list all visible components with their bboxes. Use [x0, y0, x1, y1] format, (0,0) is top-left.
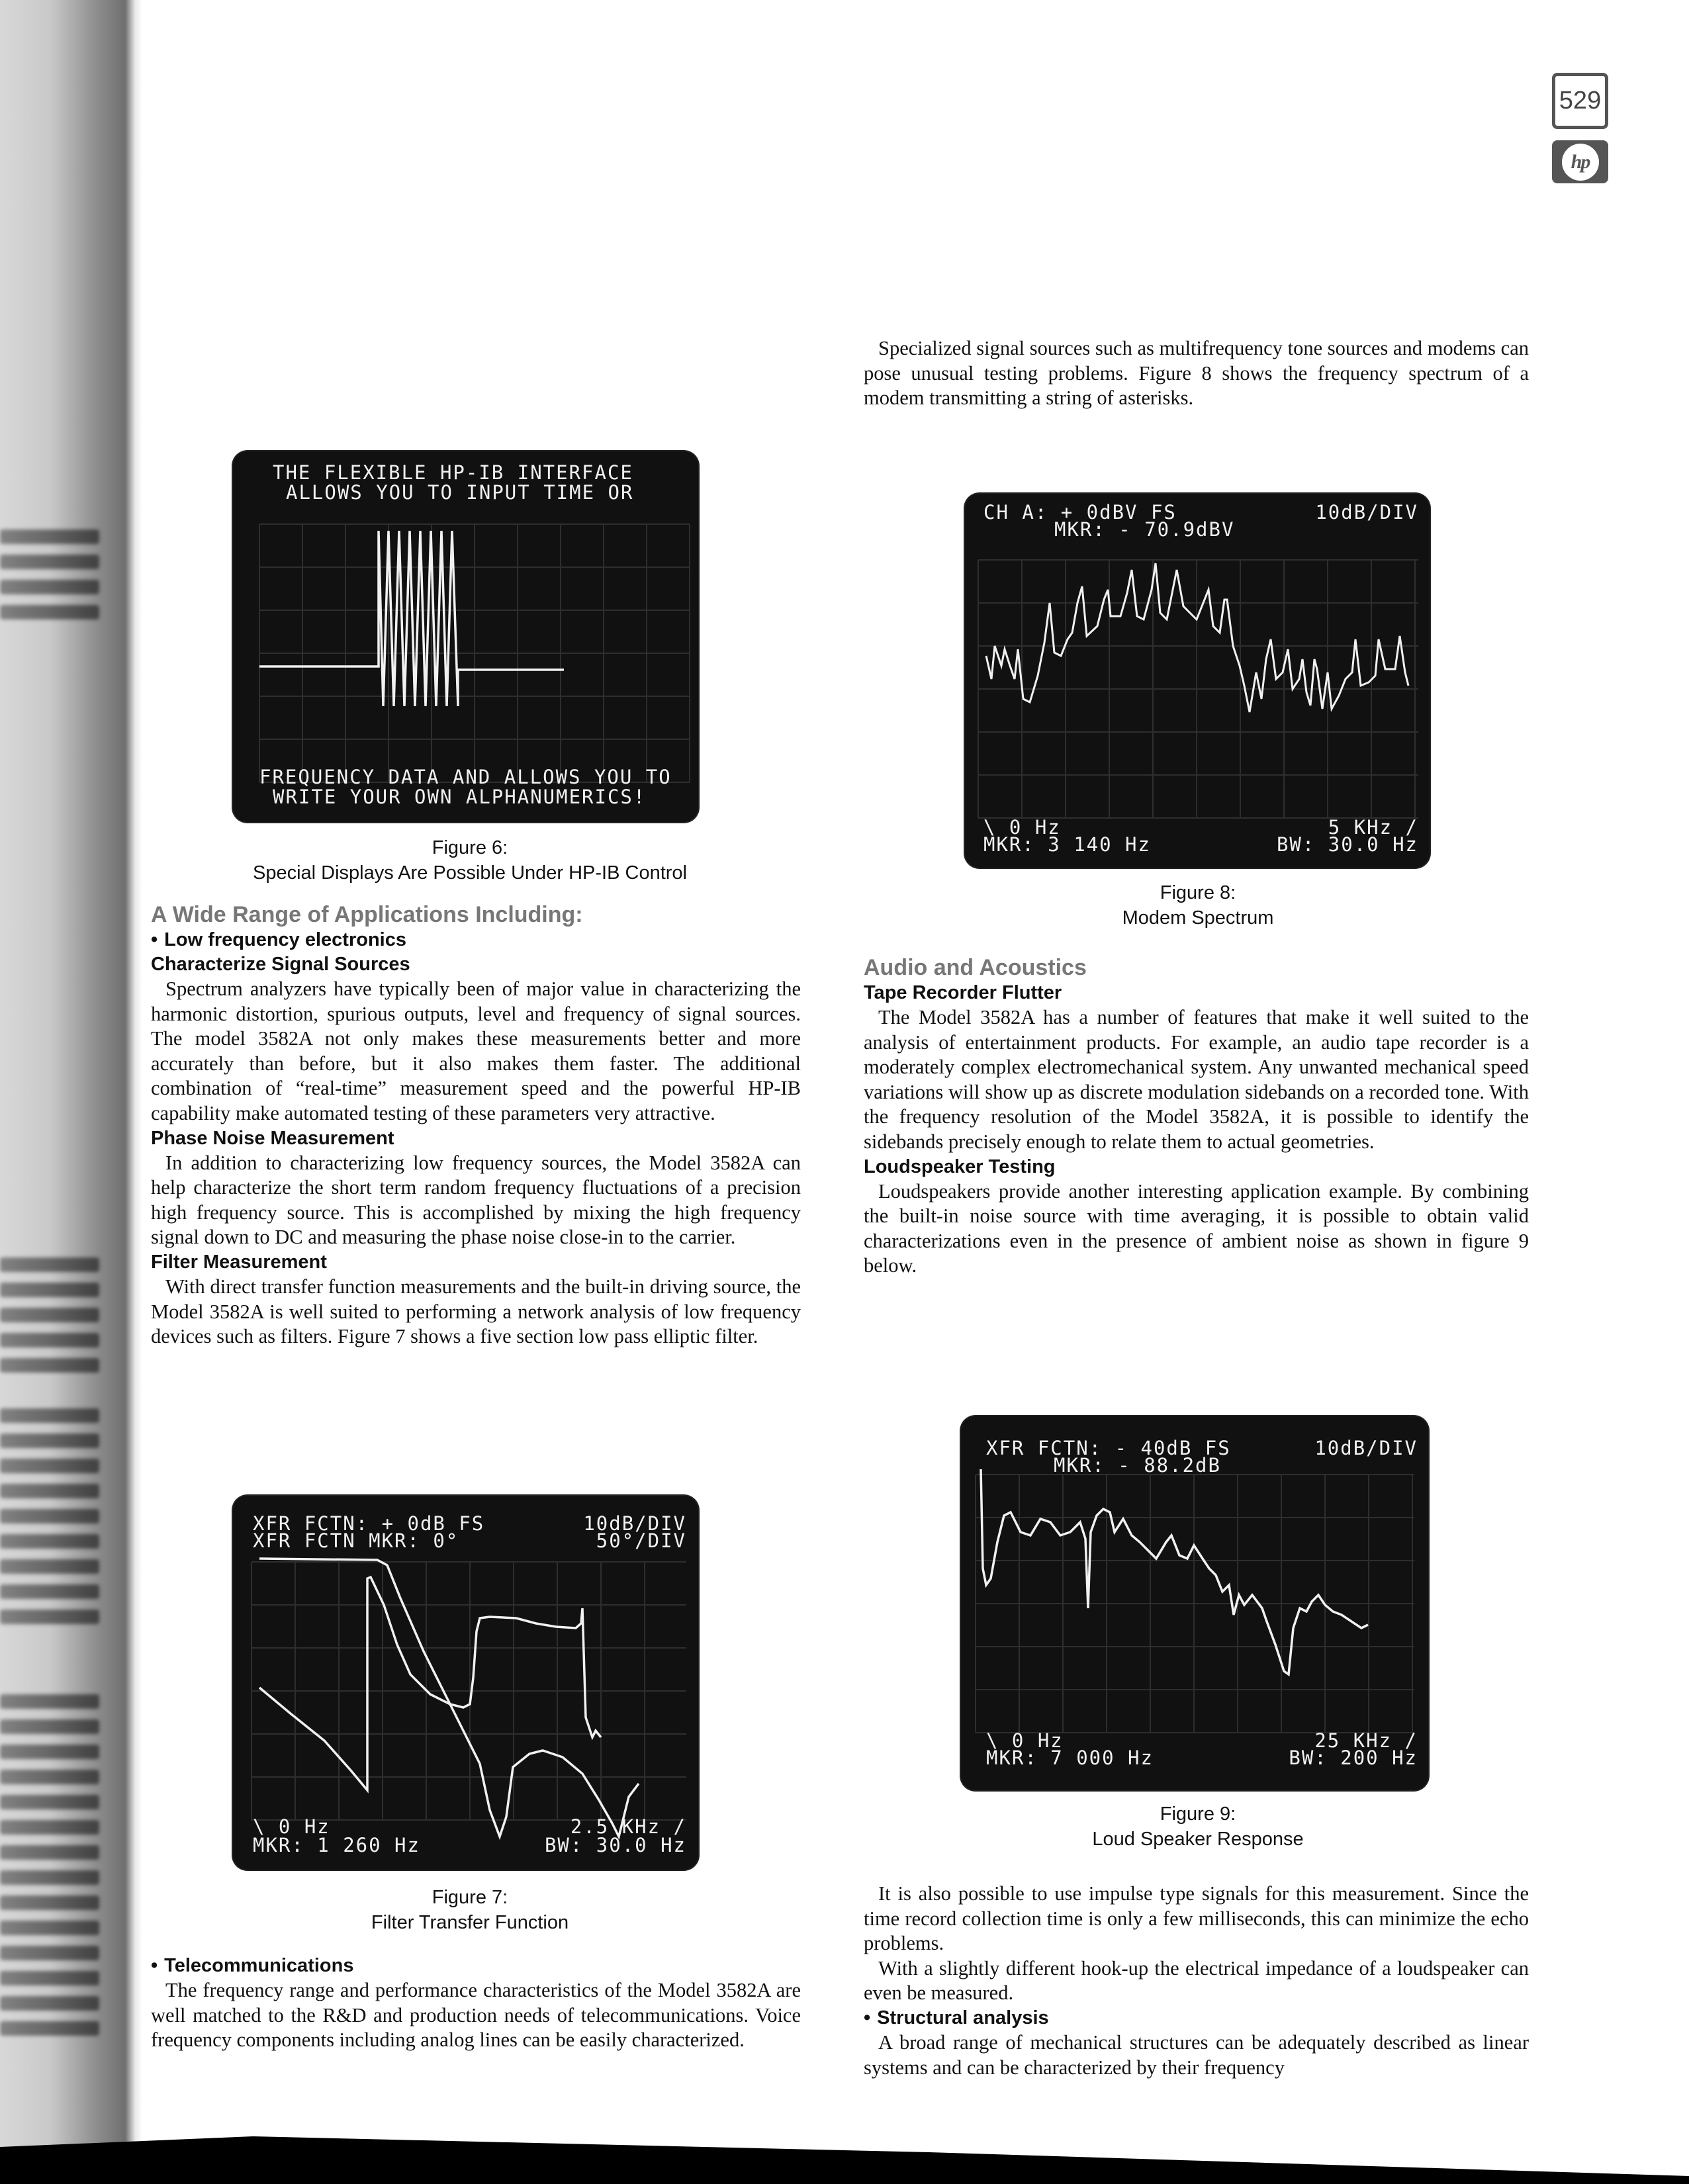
- paragraph-telecommunications: The frequency range and performance characteristics of the Model 3582A are well matched to the R&D and production needs of telecommunications. Voice frequency components including analog lines can be easily characterized.: [151, 1979, 801, 2052]
- screen-text-scale: 10dB/DIV: [1314, 1437, 1418, 1459]
- subheading-tape-flutter: Tape Recorder Flutter: [864, 982, 1062, 1003]
- bleed-through-text: [0, 1870, 99, 1885]
- subheading-filter: Filter Measurement: [151, 1251, 327, 1273]
- paragraph-impedance: With a slightly different hook-up the electrical impedance of a loudspeaker can even be measured.: [864, 1956, 1529, 2005]
- paragraph-signal-sources: Spectrum analyzers have typically been of major value in characterizing the harmonic distortion, spurious outputs, level and frequency of signal sources. The model 3582A not only makes these measurements better and more accurately than before, but it also makes them faster. The additional combination of “real-time” measurement speed and the powerful HP-IB capability make automated testing of these parameters very attractive.: [151, 978, 801, 1124]
- bleed-through-text: [0, 1795, 99, 1809]
- figure-6-label: Figure 6:: [432, 837, 508, 858]
- left-column: [151, 901, 801, 1349]
- screen-text-xfr-marker: XFR FCTN MKR: 0°: [253, 1529, 459, 1552]
- bleed-through-text: [0, 1257, 99, 1272]
- screen-text-bandwidth: BW: 200 Hz: [1289, 1747, 1418, 1769]
- figure-9-caption: [887, 1801, 1509, 1852]
- crt-grid: [976, 1475, 1414, 1733]
- paragraph-filter: With direct transfer function measurements and the built-in driving source, the Model 3582A is well suited to performing a network analysis of low frequency devices such as filters. Figure 7 shows a five section low pass elliptic filter.: [151, 1275, 801, 1348]
- screen-text-bottom-2: WRITE YOUR OWN ALPHANUMERICS!: [273, 786, 647, 808]
- bleed-through-text: [0, 580, 99, 594]
- screen-text-bandwidth: BW: 30.0 Hz: [544, 1834, 686, 1856]
- bleed-through-text: [0, 529, 99, 544]
- screen-text-marker-level: MKR: - 70.9dBV: [1054, 518, 1235, 541]
- bleed-through-text: [0, 1484, 99, 1498]
- figure-9-label: Figure 9:: [1160, 1803, 1236, 1825]
- bleed-through-text: [0, 1610, 99, 1624]
- bleed-through-text: [0, 1694, 99, 1709]
- bullet-structural-analysis: • Structural analysis: [864, 2006, 1529, 2030]
- left-column-bottom: [151, 1954, 801, 2053]
- figure-6-title: Special Displays Are Possible Under HP-IB Control: [253, 862, 687, 884]
- bullet-telecommunications: • Telecommunications: [151, 1954, 801, 1978]
- scan-bottom-edge: [0, 2131, 1689, 2184]
- bleed-through-text: [0, 1895, 99, 1910]
- bleed-through-text: [0, 1770, 99, 1784]
- section-title-audio: Audio and Acoustics: [864, 955, 1087, 980]
- section-title-applications: A Wide Range of Applications Including:: [151, 902, 583, 927]
- bleed-through-text: [0, 1459, 99, 1473]
- hp-logo-text: hp: [1571, 150, 1590, 173]
- figure-7-screen: [233, 1496, 698, 1870]
- bleed-through-text: [0, 1408, 99, 1423]
- bleed-through-text: [0, 1971, 99, 1985]
- magnitude-trace: [259, 1559, 639, 1837]
- bleed-through-text: [0, 1559, 99, 1574]
- figure-6-plot: [233, 451, 698, 822]
- screen-text-start-freq: \ 0 Hz: [983, 816, 1061, 839]
- right-column-bottom: [864, 1882, 1529, 2080]
- paragraph-impulse: It is also possible to use impulse type signals for this measurement. Since the time record collection time is only a few milliseconds, this can minimize the echo problems.: [864, 1882, 1529, 1955]
- bleed-through-text: [0, 1308, 99, 1322]
- hp-logo-icon: [1552, 140, 1608, 183]
- figure-7-label: Figure 7:: [432, 1887, 508, 1908]
- screen-text-xfr-fctn: XFR FCTN: - 40dB FS: [986, 1437, 1231, 1459]
- bleed-through-text: [0, 1921, 99, 1935]
- subheading-signal-sources: Characterize Signal Sources: [151, 954, 410, 975]
- bleed-through-text: [0, 1996, 99, 2011]
- bleed-through-text: [0, 1719, 99, 1734]
- hp-logo-circle: [1562, 144, 1599, 181]
- right-intro: [864, 336, 1529, 411]
- screen-text-marker-freq: MKR: 1 260 Hz: [253, 1834, 420, 1856]
- bleed-through-text: [0, 1745, 99, 1759]
- figure-8-label: Figure 8:: [1160, 882, 1236, 903]
- figure-6-caption: [165, 835, 774, 886]
- paragraph-phase-noise: In addition to characterizing low frequency sources, the Model 3582A can help characterize the short term random frequency fluctuations of a precision high frequency source. This is accomplished by mixing the high frequency signal down to DC and measuring the phase noise close-in to the carrier.: [151, 1151, 801, 1249]
- figure-8-caption: [887, 880, 1509, 931]
- screen-text-scale-db: 10dB/DIV: [583, 1512, 686, 1535]
- page-number-badge: [1552, 73, 1608, 129]
- figure-8-screen: [965, 494, 1430, 868]
- screen-text-marker-freq: MKR: 7 000 Hz: [986, 1747, 1154, 1769]
- screen-text-marker-freq: MKR: 3 140 Hz: [983, 833, 1151, 856]
- bullet-low-frequency: • Low frequency electronics: [151, 928, 801, 952]
- crt-grid: [978, 560, 1418, 818]
- page-number: 529: [1559, 87, 1602, 114]
- screen-text-stop-freq: 2.5 KHz /: [570, 1815, 686, 1838]
- paragraph-loudspeaker: Loudspeakers provide another interesting application example. By combining the built-in noise source with time averaging, it is possible to obtain valid characterizations even in the presence of ambient noise as shown in figure 9 below.: [864, 1179, 1529, 1277]
- screen-text-xfr-fctn: XFR FCTN: + 0dB FS: [253, 1512, 485, 1535]
- bleed-through-text: [0, 1433, 99, 1448]
- bleed-through-text: [0, 1283, 99, 1297]
- screen-text-channel: CH A: + 0dBV FS: [983, 501, 1177, 523]
- figure-8-plot: [965, 494, 1430, 868]
- paragraph-structural: A broad range of mechanical structures can be adequately described as linear systems and can be characterized by their frequency: [864, 2030, 1529, 2079]
- bleed-through-text: [0, 1584, 99, 1599]
- bleed-through-text: [0, 1358, 99, 1373]
- paragraph-tape-flutter: The Model 3582A has a number of features that make it well suited to the analysis of entertainment products. For example, an audio tape recorder is a moderately complex electromechanical system. Any unwanted mechanical speed variations will show up as discrete modulation sidebands on a recorded tone. With the frequency resolution of the Model 3582A, it is possible to identify the sidebands precisely enough to relate them to actual geometries.: [864, 1006, 1529, 1153]
- bleed-through-text: [0, 605, 99, 619]
- subheading-phase-noise: Phase Noise Measurement: [151, 1127, 394, 1149]
- figure-7-caption: [165, 1885, 774, 1935]
- figure-9-title: Loud Speaker Response: [1092, 1829, 1304, 1850]
- bleed-through-text: [0, 1946, 99, 1960]
- figure-6-screen: [233, 451, 698, 822]
- right-column: [864, 954, 1529, 1279]
- figure-9-screen: [961, 1416, 1428, 1790]
- screen-text-scale-deg: 50°/DIV: [596, 1529, 686, 1552]
- subheading-loudspeaker: Loudspeaker Testing: [864, 1156, 1056, 1177]
- figure-7-title: Filter Transfer Function: [371, 1912, 569, 1933]
- figure-9-plot: [961, 1416, 1428, 1790]
- screen-text-marker-level: MKR: - 88.2dB: [1054, 1454, 1221, 1477]
- bleed-through-text: [0, 2021, 99, 2036]
- figure-8-title: Modem Spectrum: [1122, 907, 1274, 929]
- crt-grid: [259, 524, 690, 782]
- screen-text-stop-freq: 25 KHz /: [1314, 1729, 1418, 1752]
- screen-text-top-1: THE FLEXIBLE HP-IB INTERFACE: [273, 461, 633, 484]
- bleed-through-text: [0, 555, 99, 569]
- screen-text-start-freq: \ 0 Hz: [986, 1729, 1064, 1752]
- bleed-through-text: [0, 1820, 99, 1835]
- screen-text-start-freq: \ 0 Hz: [253, 1815, 330, 1838]
- crt-grid: [251, 1562, 686, 1820]
- screen-text-bandwidth: BW: 30.0 Hz: [1276, 833, 1418, 856]
- bleed-through-text: [0, 1845, 99, 1860]
- screen-text-bottom-1: FREQUENCY DATA AND ALLOWS YOU TO: [259, 766, 672, 788]
- screen-text-stop-freq: 5 KHz /: [1328, 816, 1418, 839]
- screen-text-scale: 10dB/DIV: [1315, 501, 1418, 523]
- phase-trace: [259, 1577, 601, 1790]
- bleed-through-text: [0, 1509, 99, 1524]
- bleed-through-text: [0, 1534, 99, 1549]
- bleed-through-text: [0, 1333, 99, 1347]
- screen-text-top-2: ALLOWS YOU TO INPUT TIME OR: [286, 481, 634, 504]
- figure-7-plot: [233, 1496, 698, 1870]
- intro-paragraph: Specialized signal sources such as multifrequency tone sources and modems can pose unusual testing problems. Figure 8 shows the frequency spectrum of a modem transmitting a string of asterisks.: [864, 337, 1529, 410]
- loudspeaker-response-trace: [981, 1469, 1368, 1674]
